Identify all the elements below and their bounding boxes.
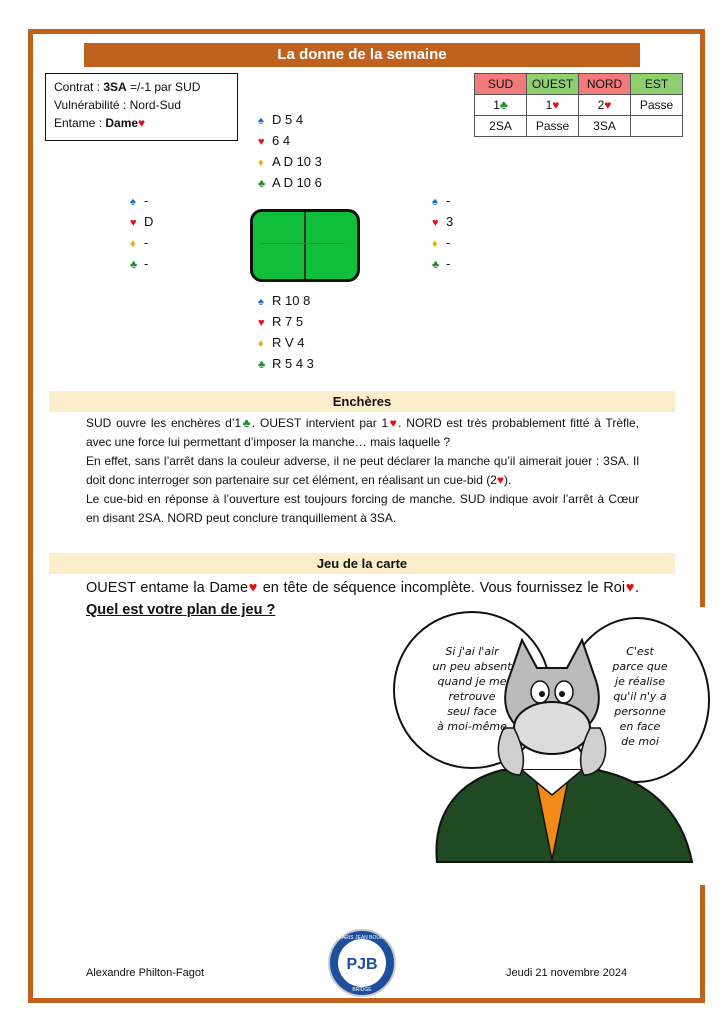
page-title: La donne de la semaine xyxy=(84,43,640,67)
encheres-paragraph-3: Le cue-bid en réponse à l’ouverture est toujours forcing de manche. SUD indique avoir l’arrêt à Cœur en disant 2SA. NORD peut conclure tranquillement à 3SA. xyxy=(86,492,639,525)
bid-header-sud: SUD xyxy=(475,74,527,95)
heart-icon: ♥ xyxy=(496,473,505,487)
table-divider-vertical xyxy=(304,212,306,279)
bubble-left-line: à moi-même xyxy=(437,720,507,733)
vulnerability-line: Vulnérabilité : Nord-Sud xyxy=(54,98,181,112)
frame-right-bottom xyxy=(700,885,705,1003)
diamond-icon: ♦ xyxy=(258,338,264,350)
frame-left xyxy=(28,29,33,1003)
cartoon-cat xyxy=(392,610,710,870)
bubble-right-line: parce que xyxy=(612,660,668,673)
section-title-jeu: Jeu de la carte xyxy=(49,553,675,574)
encheres-paragraph-1: SUD ouvre les enchères d’1♣. OUEST intervient par 1♥. NORD est très probablement fitté à Trèfle, avec une force lui permettant d’imposer la manche… mais laquelle ? xyxy=(86,416,639,449)
bid-cell: Passe xyxy=(527,116,579,137)
contract-line: Contrat : 3SA =/-1 par SUD xyxy=(54,80,201,94)
club-icon: ♣ xyxy=(258,359,266,371)
bid-cell: 2♥ xyxy=(579,95,631,116)
bubble-right-line: personne xyxy=(614,705,666,718)
heart-icon: ♥ xyxy=(432,217,439,229)
svg-text:BRIDGE: BRIDGE xyxy=(352,987,372,993)
bid-cell: 2SA xyxy=(475,116,527,137)
date: Jeudi 21 novembre 2024 xyxy=(506,967,628,979)
bubble-left-line: un peu absent xyxy=(432,660,512,673)
heart-icon: ♥ xyxy=(138,116,146,130)
heart-icon: ♥ xyxy=(625,580,635,596)
section-title-encheres: Enchères xyxy=(49,391,675,412)
club-icon: ♣ xyxy=(241,416,252,430)
encheres-text xyxy=(86,414,639,528)
spade-icon: ♠ xyxy=(432,196,438,208)
heart-icon: ♥ xyxy=(388,416,399,430)
club-icon: ♣ xyxy=(499,98,508,112)
table-divider-horizontal xyxy=(261,243,345,244)
north-hand: ♠ D 5 4 ♥ 6 4 ♦ A D 10 3 ♣ A D 10 6 xyxy=(258,110,322,194)
diamond-icon: ♦ xyxy=(258,157,264,169)
bid-header-ouest: OUEST xyxy=(527,74,579,95)
bubble-right-line: de moi xyxy=(621,735,659,748)
svg-text:PJB: PJB xyxy=(346,956,378,973)
heart-icon: ♥ xyxy=(552,98,560,112)
bidding-table xyxy=(474,73,683,137)
bubble-right-line: je réalise xyxy=(615,675,665,688)
spade-icon: ♠ xyxy=(130,196,136,208)
svg-text:PARIS JEAN BOUIN: PARIS JEAN BOUIN xyxy=(338,935,386,941)
heart-icon: ♥ xyxy=(130,217,137,229)
heart-icon: ♥ xyxy=(248,580,259,596)
encheres-paragraph-2: En effet, sans l’arrêt dans la couleur adverse, il ne peut déclarer la manche qu’il aimerait jouer : 3SA. Il doit donc interroger son partenaire sur cet élément, en réalisant un cue-bid (2♥). xyxy=(86,454,639,487)
bid-cell xyxy=(631,116,683,137)
spade-icon: ♠ xyxy=(258,296,264,308)
bid-cell: 1♥ xyxy=(527,95,579,116)
bubble-right-line: en face xyxy=(619,720,661,733)
bid-header-nord: NORD xyxy=(579,74,631,95)
club-icon: ♣ xyxy=(258,178,266,190)
card-table xyxy=(250,209,360,282)
bid-header-est: EST xyxy=(631,74,683,95)
question: Quel est votre plan de jeu ? xyxy=(86,602,276,618)
spade-icon: ♠ xyxy=(258,115,264,127)
heart-icon: ♥ xyxy=(604,98,612,112)
frame-top xyxy=(28,29,705,34)
bid-cell: 3SA xyxy=(579,116,631,137)
contract-box xyxy=(45,73,238,141)
frame-bottom xyxy=(28,998,705,1003)
bid-cell: Passe xyxy=(631,95,683,116)
frame-right-top xyxy=(700,29,705,607)
east-hand: ♠ - ♥ 3 ♦ - ♣ - xyxy=(432,191,453,275)
club-icon: ♣ xyxy=(130,259,138,271)
bubble-left-line: seul face xyxy=(447,705,497,718)
heart-icon: ♥ xyxy=(258,317,265,329)
bubble-left-line: retrouve xyxy=(448,690,496,703)
diamond-icon: ♦ xyxy=(130,238,136,250)
club-logo xyxy=(327,928,397,998)
heart-icon: ♥ xyxy=(258,136,265,148)
bubble-right-line: qu'il n'y a xyxy=(613,690,667,703)
diamond-icon: ♦ xyxy=(432,238,438,250)
bid-cell: 1♣ xyxy=(475,95,527,116)
club-icon: ♣ xyxy=(432,259,440,271)
author: Alexandre Philton-Fagot xyxy=(86,967,205,979)
jeu-text: OUEST entame la Dame♥ en tête de séquence incomplète. Vous fournissez le Roi♥. Quel est votre plan de jeu ? xyxy=(86,580,640,618)
west-hand: ♠ - ♥ D ♦ - ♣ - xyxy=(130,191,153,275)
south-hand: ♠ R 10 8 ♥ R 7 5 ♦ R V 4 ♣ R 5 4 3 xyxy=(258,291,314,375)
lead-line: Entame : Dame♥ xyxy=(54,116,146,130)
bubble-right-line: C'est xyxy=(626,645,654,658)
bubble-left-line: Si j'ai l'air xyxy=(445,645,499,658)
bubble-left-line: quand je me xyxy=(437,675,507,688)
